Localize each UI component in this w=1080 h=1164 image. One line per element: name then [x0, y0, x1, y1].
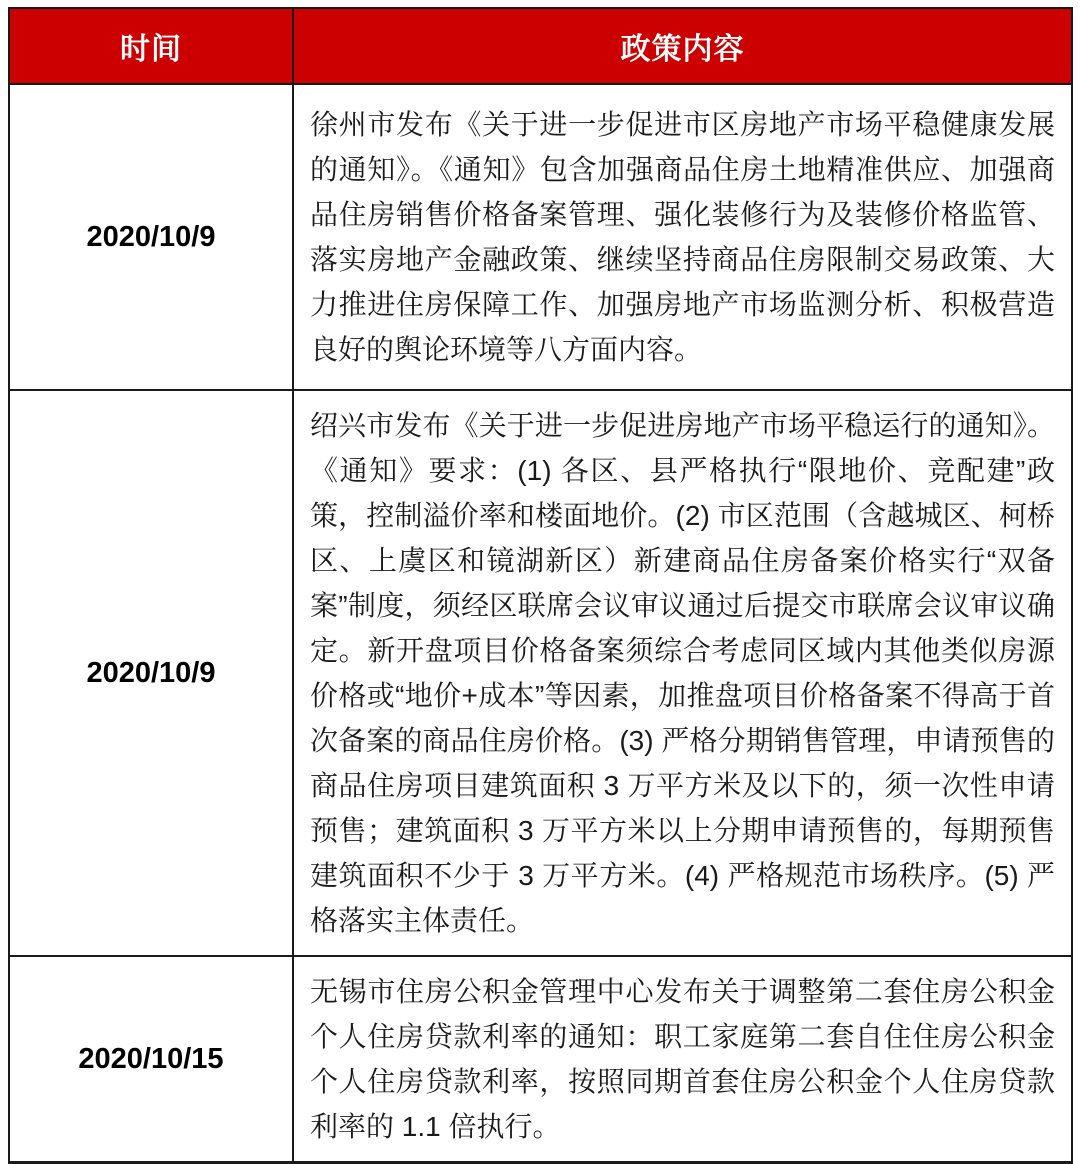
header-cell-time: 时间 [9, 8, 293, 84]
table-row [9, 390, 1072, 956]
table-body [9, 84, 1072, 1163]
date-cell: 2020/10/15 [9, 956, 293, 1163]
table-row [9, 956, 1072, 1163]
policy-cell: 无锡市住房公积金管理中心发布关于调整第二套住房公积金个人住房贷款利率的通知：职工家庭第二套自住住房公积金个人住房贷款利率，按照同期首套住房公积金个人住房贷款利率的 1.1 倍执行。 [293, 956, 1072, 1163]
table-header [9, 8, 1072, 84]
header-row [9, 8, 1072, 84]
policy-table [8, 7, 1073, 1164]
header-cell-policy: 政策内容 [293, 8, 1072, 84]
policy-cell: 徐州市发布《关于进一步促进市区房地产市场平稳健康发展的通知》。《通知》包含加强商品住房土地精准供应、加强商品住房销售价格备案管理、强化装修行为及装修价格监管、落实房地产金融政策、继续坚持商品住房限制交易政策、大力推进住房保障工作、加强房地产市场监测分析、积极营造良好的舆论环境等八方面内容。 [293, 84, 1072, 390]
table-row [9, 84, 1072, 390]
date-cell: 2020/10/9 [9, 84, 293, 390]
date-cell: 2020/10/9 [9, 390, 293, 956]
policy-cell: 绍兴市发布《关于进一步促进房地产市场平稳运行的通知》。《通知》要求：(1) 各区、县严格执行“限地价、竞配建”政策，控制溢价率和楼面地价。(2) 市区范围（含越城区、柯桥区、上虞区和镜湖新区）新建商品住房备案价格实行“双备案”制度，须经区联席会议审议通过后提交市联席会议审议确定。新开盘项目价格备案须综合考虑同区域内其他类似房源价格或“地价+成本”等因素，加推盘项目价格备案不得高于首次备案的商品住房价格。(3) 严格分期销售管理，申请预售的商品住房项目建筑面积 3 万平方米及以下的，须一次性申请预售；建筑面积 3 万平方米以上分期申请预售的，每期预售建筑面积不少于 3 万平方米。(4) 严格规范市场秩序。(5) 严格落实主体责任。 [293, 390, 1072, 956]
